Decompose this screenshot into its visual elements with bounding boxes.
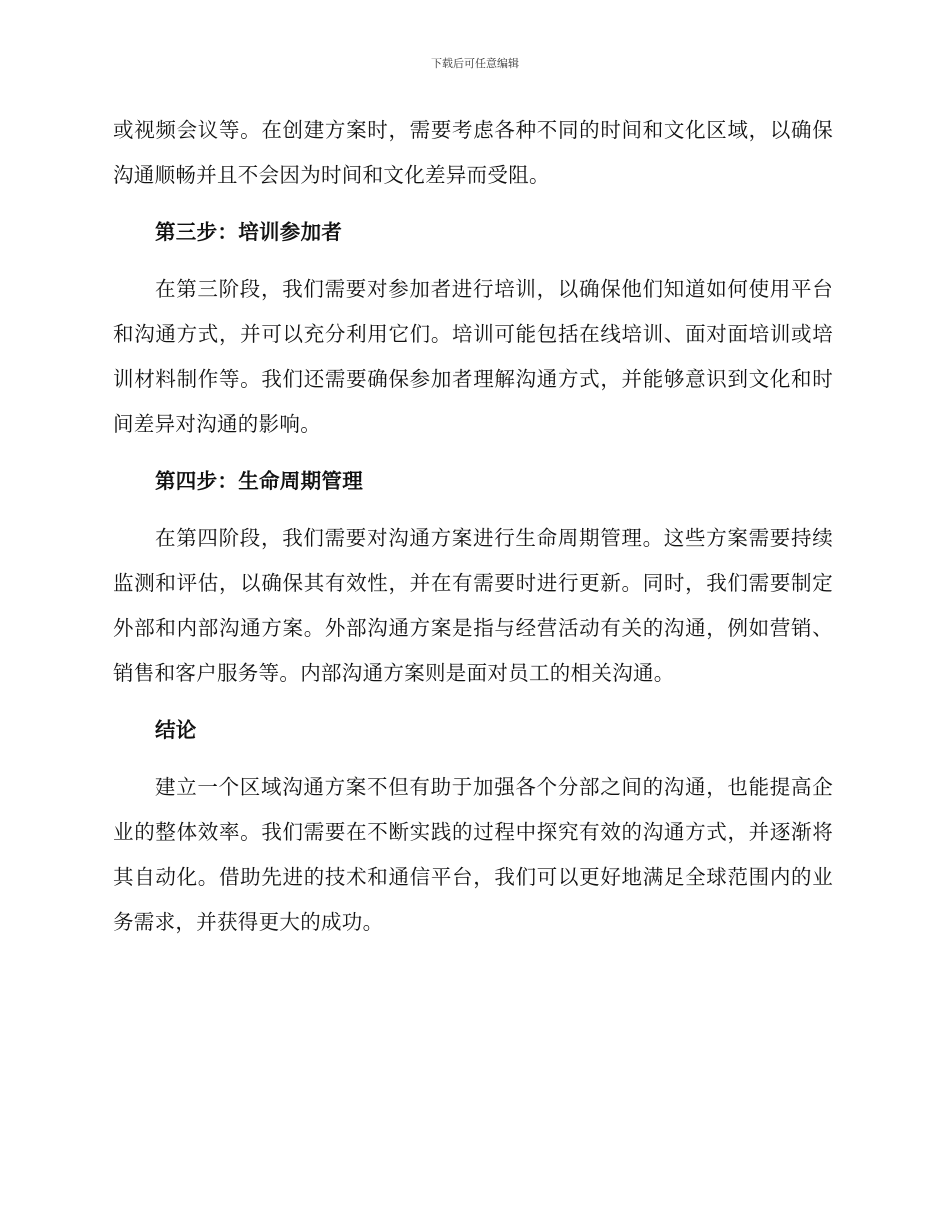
section-heading-step-three: 第三步：培训参加者 bbox=[155, 220, 343, 244]
page-header-note: 下载后可任意编辑 bbox=[431, 57, 519, 70]
section-heading-conclusion: 结论 bbox=[155, 718, 197, 742]
paragraph-step-three: 在第三阶段，我们需要对参加者进行培训，以确保他们知道如何使用平台和沟通方式，并可以充分利用它们。培训可能包括在线培训、面对面培训或培训材料制作等。我们还需要确保参加者理解沟通方式，并能够意识到文化和时间差异对沟通的影响。 bbox=[113, 277, 833, 436]
paragraph-step-four: 在第四阶段，我们需要对沟通方案进行生命周期管理。这些方案需要持续监测和评估，以确保其有效性，并在有需要时进行更新。同时，我们需要制定外部和内部沟通方案。外部沟通方案是指与经营活动有关的沟通，例如营销、销售和客户服务等。内部沟通方案则是面对员工的相关沟通。 bbox=[113, 526, 833, 685]
paragraph-conclusion: 建立一个区域沟通方案不但有助于加强各个分部之间的沟通，也能提高企业的整体效率。我们需要在不断实践的过程中探究有效的沟通方式，并逐渐将其自动化。借助先进的技术和通信平台，我们可以更好地满足全球范围内的业务需求，并获得更大的成功。 bbox=[113, 775, 833, 934]
section-heading-step-four: 第四步：生命周期管理 bbox=[155, 469, 363, 493]
document-body bbox=[113, 108, 833, 957]
paragraph-continued: 或视频会议等。在创建方案时，需要考虑各种不同的时间和文化区域，以确保沟通顺畅并且不会因为时间和文化差异而受阻。 bbox=[113, 118, 833, 187]
